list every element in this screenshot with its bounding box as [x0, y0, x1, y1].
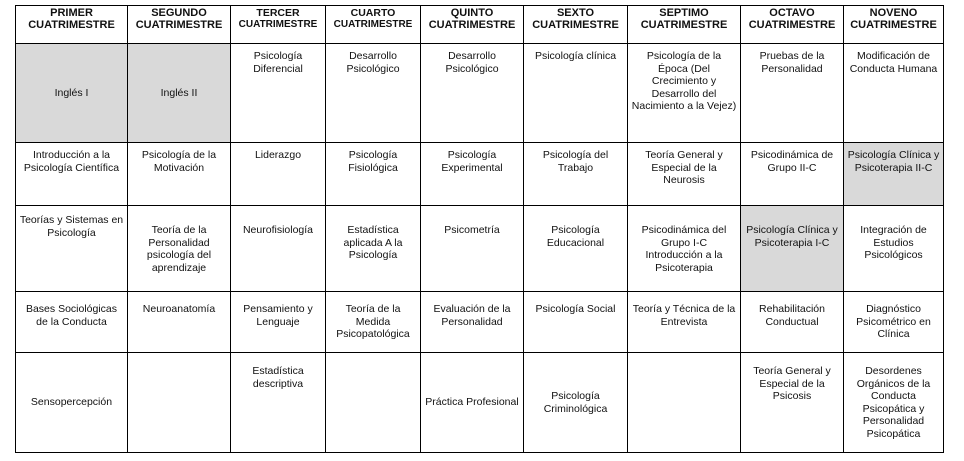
table-cell: Psicología Social	[524, 292, 628, 353]
table-cell: Diagnóstico Psicométrico en Clínica	[844, 292, 944, 353]
table-cell: Psicología Educacional	[524, 206, 628, 292]
table-cell: Práctica Profesional	[421, 353, 524, 453]
table-cell	[326, 353, 421, 453]
table-cell: Pensamiento y Lenguaje	[231, 292, 326, 353]
table-cell: Teoría de la Personalidad psicología del aprendizaje	[128, 206, 231, 292]
table-cell: Teoría General y Especial de la Neurosis	[628, 143, 741, 206]
table-cell: Psicología Criminológica	[524, 353, 628, 453]
header-tercer: TERCER CUATRIMESTRE	[231, 6, 326, 44]
header-row	[16, 6, 944, 44]
header-primer: PRIMER CUATRIMESTRE	[16, 6, 128, 44]
header-segundo: SEGUNDO CUATRIMESTRE	[128, 6, 231, 44]
header-quinto: QUINTO CUATRIMESTRE	[421, 6, 524, 44]
table-row	[16, 143, 944, 206]
table-cell: Psicología clínica	[524, 44, 628, 143]
table-row	[16, 206, 944, 292]
table-cell: Neurofisiología	[231, 206, 326, 292]
table-cell: Bases Sociológicas de la Conducta	[16, 292, 128, 353]
header-cuarto: CUARTO CUATRIMESTRE	[326, 6, 421, 44]
table-cell: Inglés II	[128, 44, 231, 143]
table-cell: Psicodinámica del Grupo I-C Introducción a la Psicoterapia	[628, 206, 741, 292]
header-septimo: SEPTIMO CUATRIMESTRE	[628, 6, 741, 44]
table-cell: Integración de Estudios Psicológicos	[844, 206, 944, 292]
curriculum-table	[15, 5, 944, 453]
table-cell: Psicometría	[421, 206, 524, 292]
table-cell: Psicología Fisiológica	[326, 143, 421, 206]
table-cell: Rehabilitación Conductual	[741, 292, 844, 353]
table-cell: Desarrollo Psicológico	[421, 44, 524, 143]
table-cell: Sensopercepción	[16, 353, 128, 453]
table-cell: Modificación de Conducta Humana	[844, 44, 944, 143]
table-cell	[128, 353, 231, 453]
table-cell: Estadística descriptiva	[231, 353, 326, 453]
table-cell: Psicología Diferencial	[231, 44, 326, 143]
table-cell: Psicología Experimental	[421, 143, 524, 206]
table-cell: Liderazgo	[231, 143, 326, 206]
table-cell: Teoría de la Medida Psicopatológica	[326, 292, 421, 353]
table-cell: Estadística aplicada A la Psicología	[326, 206, 421, 292]
table-cell: Teoría General y Especial de la Psicosis	[741, 353, 844, 453]
table-row	[16, 44, 944, 143]
table-cell: Desordenes Orgánicos de la Conducta Psicopática y Personalidad Psicopática	[844, 353, 944, 453]
table-cell: Teorías y Sistemas en Psicología	[16, 206, 128, 292]
table-cell: Pruebas de la Personalidad	[741, 44, 844, 143]
header-octavo: OCTAVO CUATRIMESTRE	[741, 6, 844, 44]
table-cell: Psicología de la Época (Del Crecimiento y Desarrollo del Nacimiento a la Vejez)	[628, 44, 741, 143]
header-sexto: SEXTO CUATRIMESTRE	[524, 6, 628, 44]
table-cell	[628, 353, 741, 453]
table-cell: Psicología Clínica y Psicoterapia II-C	[844, 143, 944, 206]
table-cell: Psicología de la Motivación	[128, 143, 231, 206]
table-cell: Inglés I	[16, 44, 128, 143]
header-noveno: NOVENO CUATRIMESTRE	[844, 6, 944, 44]
table-cell: Psicología Clínica y Psicoterapia I-C	[741, 206, 844, 292]
table-cell: Psicodinámica de Grupo II-C	[741, 143, 844, 206]
table-cell: Evaluación de la Personalidad	[421, 292, 524, 353]
table-cell: Introducción a la Psicología Científica	[16, 143, 128, 206]
table-cell: Neuroanatomía	[128, 292, 231, 353]
table-row	[16, 292, 944, 353]
table-cell: Psicología del Trabajo	[524, 143, 628, 206]
table-cell: Desarrollo Psicológico	[326, 44, 421, 143]
table-row	[16, 353, 944, 453]
table-cell: Teoría y Técnica de la Entrevista	[628, 292, 741, 353]
